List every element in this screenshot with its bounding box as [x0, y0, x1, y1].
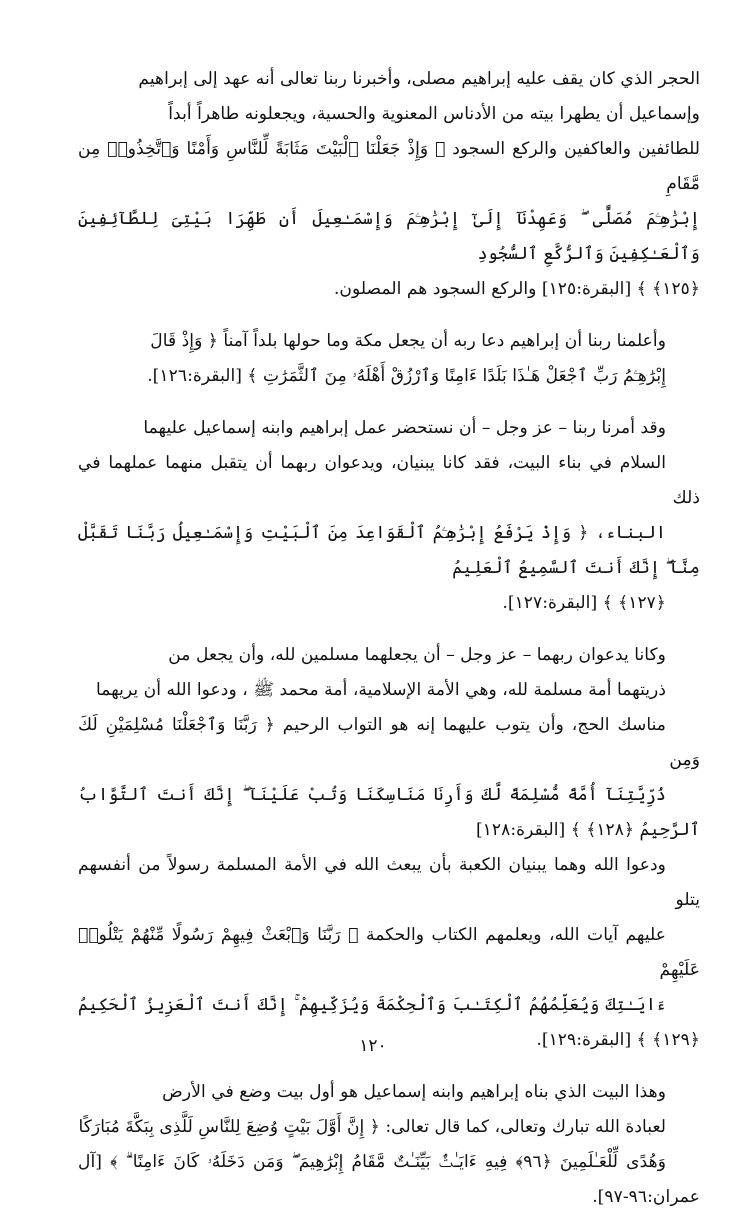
text-line: ذُرِّيَّتِنَآ أُمَّةً مُّسْلِمَةً لَّكَ وَأَرِنَا مَنَاسِكَنَا وَتُبْ عَلَيْنَآ ۖ إِنَّكَ أَنتَ ٱلتَّوَّابُ ٱلرَّحِيمُ ﴿١٢٨﴾ ﴾ [البقرة:١٢٨]: [78, 785, 700, 840]
text-line: ذريتهما أمة مسلمة لله، وهي الأمة الإسلامية، أمة محمد ﷺ ، ودعوا الله أن يريهما: [96, 680, 666, 700]
text-line: عليهم آيات الله، ويعلمهم الكتاب والحكمة ﴿ رَبَّنَا وَٱبْعَثْ فِيهِمْ رَسُولًا مِّنْهُمْ يَتْلُوا۟ عَلَيْهِمْ: [78, 925, 700, 980]
text-line: إِبْرَٰهِـۧمَ مُصَلًّى ۖ وَعَهِدْنَآ إِلَىٰٓ إِبْرَٰهِـۧمَ وَإِسْمَـٰعِيلَ أَن طَهِّرَا بَيْتِىَ لِلطَّآئِفِينَ وَٱلْعَـٰكِفِينَ وَٱلرُّكَّعِ ٱلسُّجُودِ: [78, 209, 700, 264]
text-line: ودعوا الله وهما يبنيان الكعبة بأن يبعث الله في الأمة المسلمة رسولاً من أنفسهم يتلو: [78, 855, 700, 910]
text-line: وكانا يدعوان ربهما – عز وجل – أن يجعلهما مسلمين لله، وأن يجعل من: [168, 645, 666, 665]
text-line: وأعلمنا ربنا أن إبراهيم دعا ربه أن يجعل مكة وما حولها بلداً آمناً ﴿ وَإِذْ قَالَ: [150, 331, 666, 351]
paragraph-2: [78, 324, 700, 394]
text-line: وَهُدًى لِّلْعَـٰلَمِينَ ﴿٩٦﴾ فِيهِ ءَايَـٰتٌۢ بَيِّنَـٰتٌ مَّقَامُ إِبْرَٰهِيمَ ۖ وَمَن دَخَلَهُۥ كَانَ ءَامِنًا ۗ ﴾ [آل عمران:٩٦-٩٧].: [78, 1152, 700, 1207]
text-line: لعبادة الله تبارك وتعالى، كما قال تعالى: ﴿ إِنَّ أَوَّلَ بَيْتٍ وُضِعَ لِلنَّاسِ لَلَّذِى بِبَكَّةَ مُبَارَكًا: [78, 1117, 666, 1137]
text-line: إِبْرَٰهِـۧمُ رَبِّ ٱجْعَلْ هَـٰذَا بَلَدًا ءَامِنًا وَٱرْزُقْ أَهْلَهُۥ مِنَ ٱلثَّمَرَٰتِ ﴾ [البقرة:١٢٦].: [147, 366, 666, 386]
text-line: ﴿١٢٥﴾ ﴾ [البقرة:١٢٥] والركع السجود هم المصلون.: [333, 279, 700, 299]
text-line: ﴿١٢٧﴾ ﴾ [البقرة:١٢٧].: [502, 593, 666, 613]
paragraph-3: [78, 411, 700, 621]
text-line: وإسماعيل أن يطهرا بيته من الأدناس المعنوية والحسية، ويجعلونه طاهراً أبداً: [168, 104, 700, 124]
paragraph-1: [78, 62, 700, 307]
text-line: الحجر الذي كان يقف عليه إبراهيم مصلى، وأخبرنا ربنا تعالى أنه عهد إلى إبراهيم: [138, 69, 700, 89]
text-line: ءَايَـٰتِكَ وَيُعَلِّمُهُمُ ٱلْكِتَـٰبَ وَٱلْحِكْمَةَ وَيُزَكِّيهِمْ ۚ إِنَّكَ أَنتَ ٱلْعَزِيزُ ٱلْحَكِيمُ ﴿١٢٩﴾ ﴾ [البقرة:١٢٩].: [78, 995, 700, 1050]
text-line: للطائفين والعاكفين والركع السجود ﴿ وَإِذْ جَعَلْنَا ٱلْبَيْتَ مَثَابَةً لِّلنَّاسِ وَأَمْنًا وَٱتَّخِذُوا۟ مِن مَّقَامِ: [78, 139, 700, 194]
text-line: مناسك الحج، وأن يتوب عليهما إنه هو التواب الرحيم ﴿ رَبَّنَا وَٱجْعَلْنَا مُسْلِمَيْنِ لَكَ وَمِن: [78, 715, 700, 770]
text-line: السلام في بناء البيت، فقد كانا يبنيان، ويدعوان ربهما أن يتقبل منهما عملهما في ذلك: [78, 453, 700, 508]
page-number: ١٢٠: [359, 1036, 387, 1056]
text-line: وقد أمرنا ربنا – عز وجل – أن نستحضر عمل إبراهيم وابنه إسماعيل عليهما: [143, 418, 666, 438]
paragraph-5: [78, 1075, 700, 1215]
text-line: البناء، ﴿ وَإِذْ يَرْفَعُ إِبْرَٰهِـۧمُ ٱلْقَوَاعِدَ مِنَ ٱلْبَيْتِ وَإِسْمَـٰعِيلُ رَبَّنَا تَقَبَّلْ مِنَّآ ۖ إِنَّكَ أَنتَ ٱلسَّمِيعُ ٱلْعَلِيمُ: [78, 523, 700, 578]
page-body: [78, 62, 700, 1232]
text-line: وهذا البيت الذي بناه إبراهيم وابنه إسماعيل هو أول بيت وضع في الأرض: [162, 1082, 666, 1102]
paragraph-4: [78, 638, 700, 1058]
